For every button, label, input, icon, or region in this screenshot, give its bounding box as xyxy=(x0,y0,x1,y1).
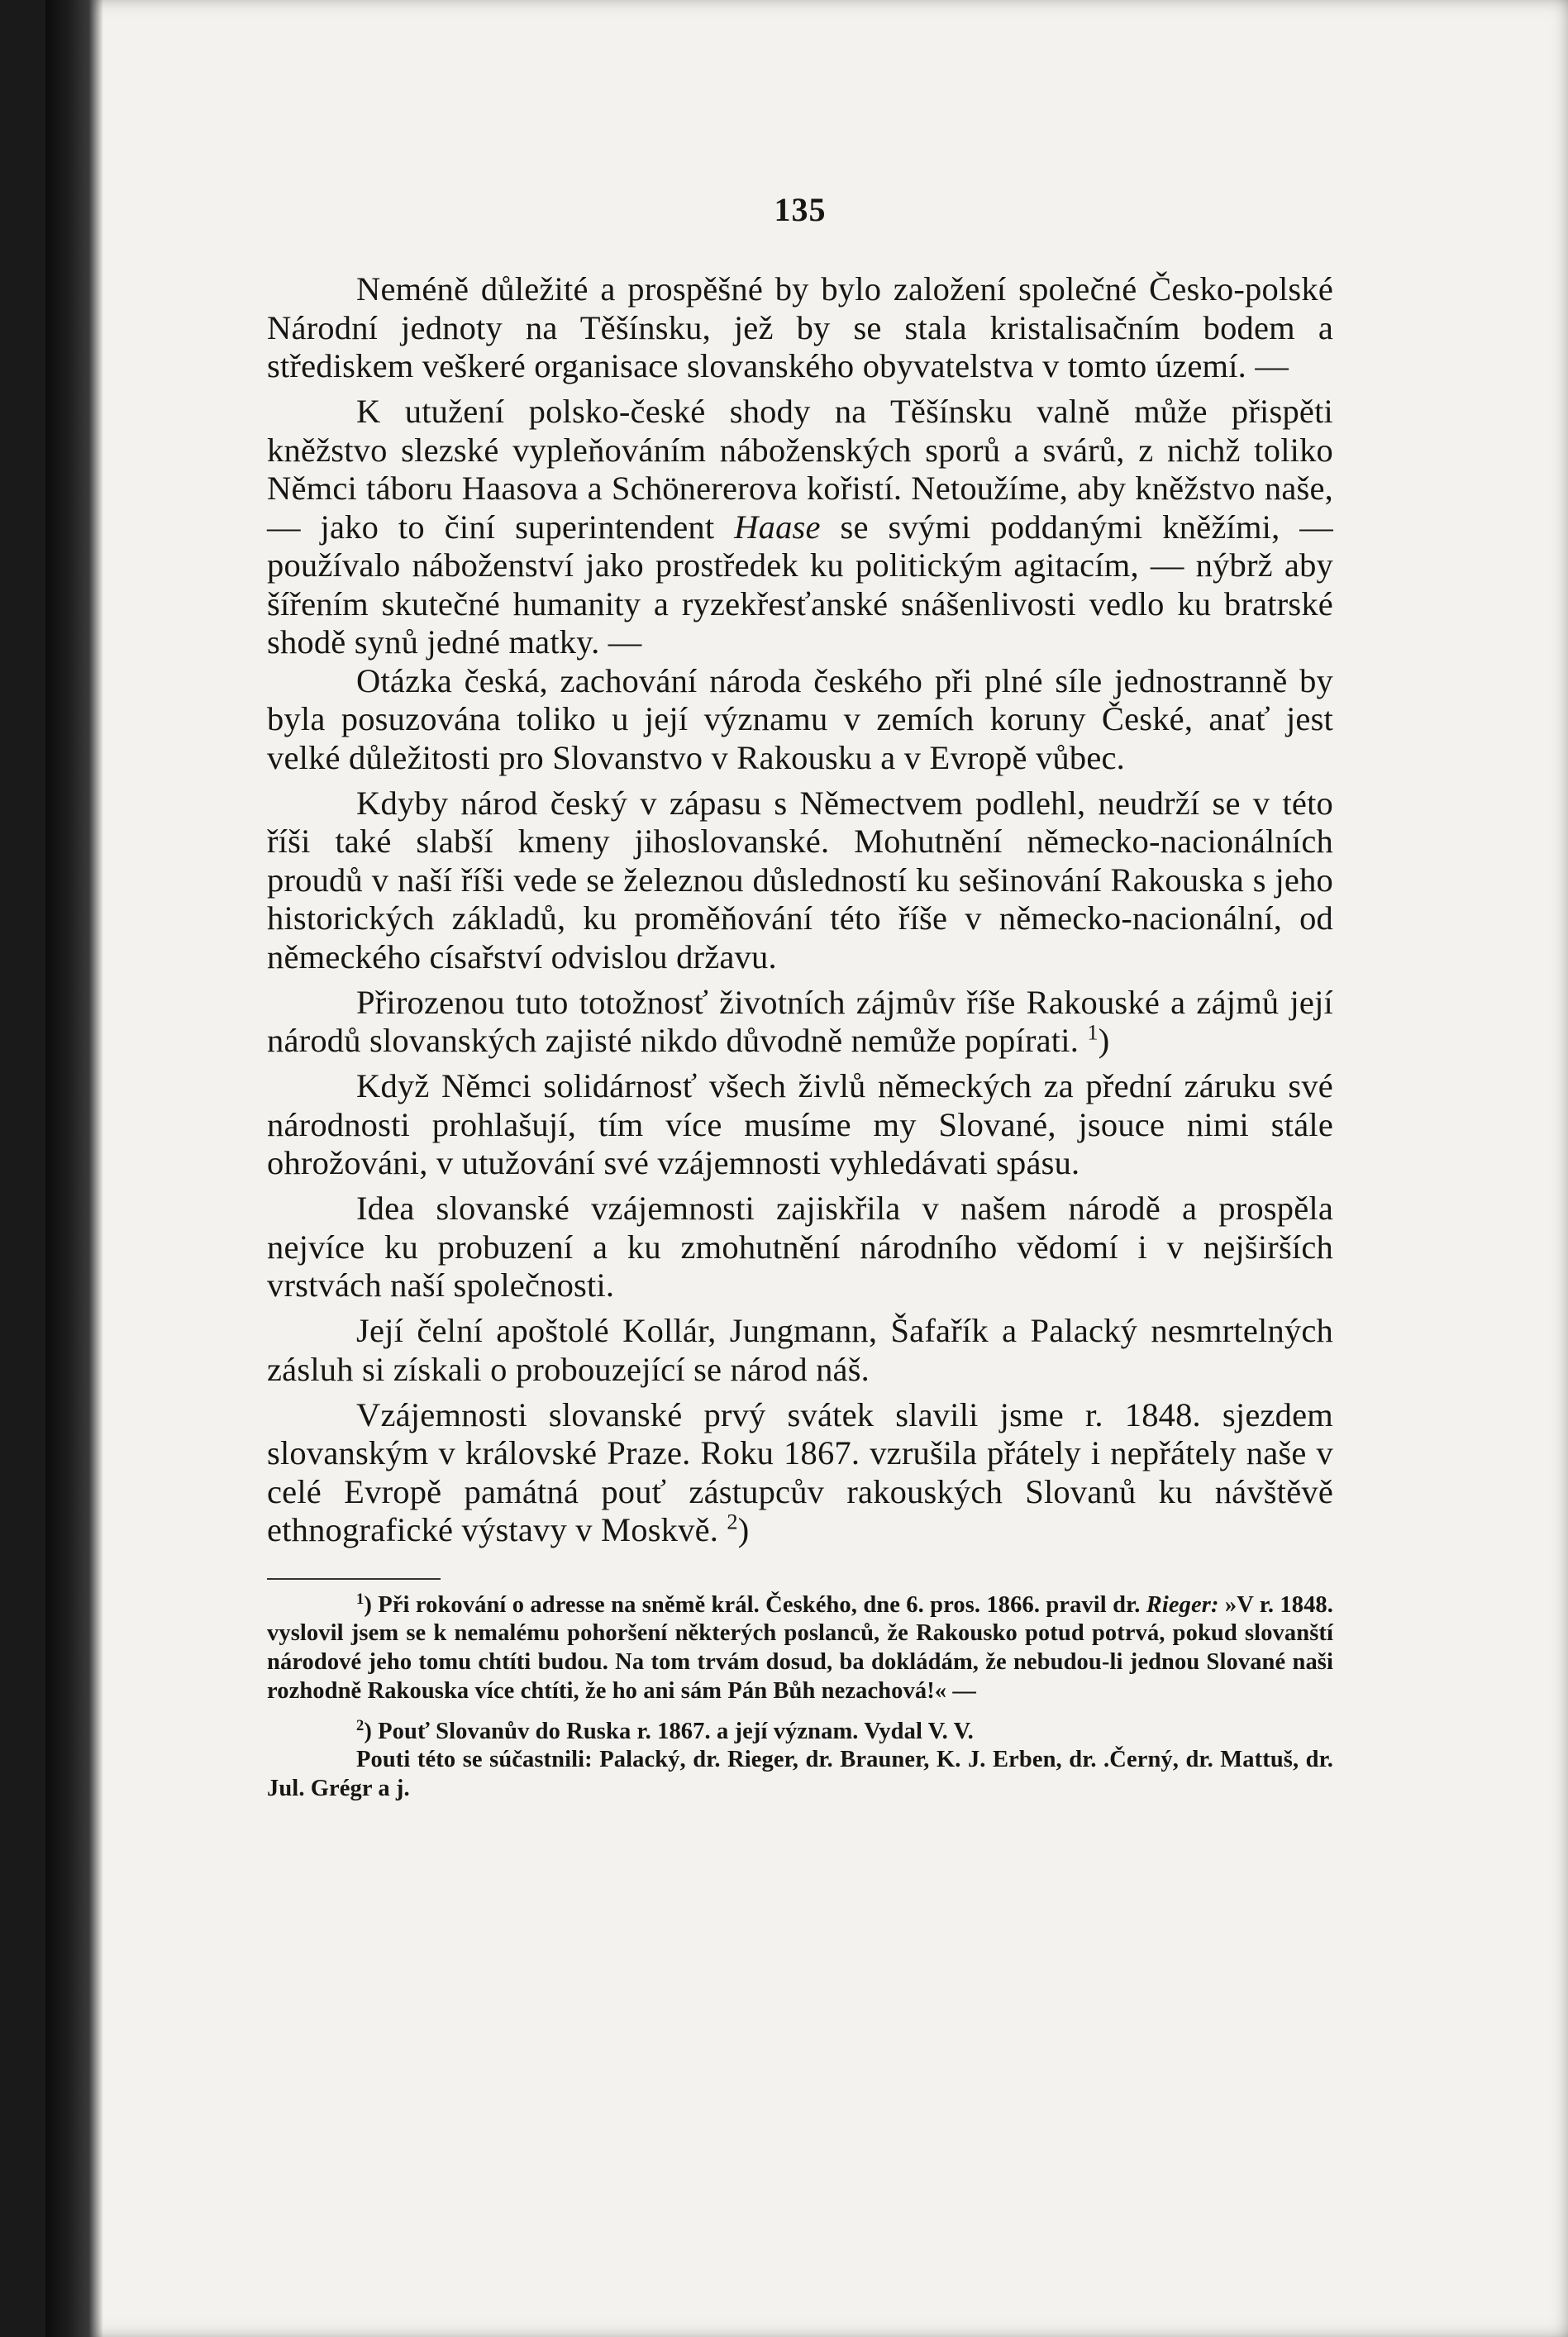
paragraph-2-name-haase: Haase xyxy=(734,508,821,546)
footnote-1-name-rieger: Rieger: xyxy=(1146,1591,1219,1618)
paragraph-5-text: Přirozenou tuto totožnosť životních zájmův říše Rakouské a zájmů její národů slovanských zajisté nikdo důvodně nemůže popírati. xyxy=(267,983,1333,1059)
footnote-2-mark: 2 xyxy=(356,1716,365,1734)
paragraph-5 xyxy=(267,984,1333,1061)
footnote-2-title: ) Pouť Slovanův do Ruska r. 1867. a její význam. Vydal V. V. xyxy=(364,1718,974,1744)
paragraph-3: Otázka česká, zachování národa českého při plné síle jednostranně by byla posuzována toliko u její významu v zemích koruny České, anať jest velké důležitosti pro Slovanstvo v Rakousku a v Evropě vůbec. xyxy=(267,661,1333,776)
paragraph-7: Idea slovanské vzájemnosti zajiskřila v našem národě a prospěla nejvíce ku probuzení a ku zmohutnění národního vědomí i v nejširších vrstvách naší společnosti. xyxy=(267,1190,1333,1304)
book-spine-shadow xyxy=(45,0,103,2337)
footnote-ref-2: 2 xyxy=(727,1510,738,1534)
footnote-2-participants: Pouti této se súčastnili: Palacký, dr. Rieger, dr. Brauner, K. J. Erben, dr. .Černý, dr. Mattuš, dr. Jul. Grégr a j. xyxy=(267,1747,1333,1802)
footnote-ref-2-paren: ) xyxy=(737,1511,750,1548)
paragraph-6: Když Němci solidárnosť všech živlů německých za přední záruku své národnosti prohlašují, tím více musíme my Slované, jsouce nimi stále ohrožováni, v utužování své vzájemnosti vyhledávati spásu. xyxy=(267,1067,1333,1181)
paragraph-1: Neméně důležité a prospěšné by bylo založení společné Česko-polské Národní jednoty na Těšínsku, jež by se stala kristalisačním bodem a střediskem veškeré organisace slovanského obyvatelstva v tomto území. — xyxy=(267,270,1333,384)
paragraph-9 xyxy=(267,1396,1333,1550)
paragraph-2 xyxy=(267,393,1333,662)
footnote-1-text-b: »V r. 1848. vyslovil jsem se k nemalému pohoršení některých poslanců, že Rakousko potud potrvá, pokud slovanští národové jeho tomu chtíti budou. Na tom trvám dosud, ba dokládám, že nebudou-li jednou Slované naši rozhodně Rakouska více chtíti, že ho ani sám Pán Bůh nezachová!« — xyxy=(267,1591,1334,1704)
page-text-block xyxy=(267,190,1333,1804)
footnote-divider xyxy=(267,1578,441,1580)
paragraph-2-text-a: K utužení polsko-české shody na Těšínsku valně může přispěti kněžstvo slezské vypleňováním náboženských sporů a svárů, z nichž toliko Němci táboru Haasova a Schönererova kořistí. Netoužíme, aby kněžstvo naše, — jako to činí superintendent xyxy=(267,393,1333,546)
footnote-ref-1: 1 xyxy=(1087,1020,1099,1045)
page-number: 135 xyxy=(774,191,827,228)
paragraph-8: Její čelní apoštolé Kollár, Jungmann, Šafařík a Palacký nesmrtelných zásluh si získali o probouzející se národ náš. xyxy=(267,1312,1333,1388)
footnote-2 xyxy=(267,1718,1333,1747)
paragraph-2-text-b: se svými poddanými kněžími, — používalo náboženství jako prostředek ku politickým agitacím, — nýbrž aby šířením skutečné humanity a ryzekřesťanské snášenlivosti vedlo ku bratrské shodě synů jedné matky. — xyxy=(267,508,1334,661)
footnote-ref-1-paren: ) xyxy=(1098,1022,1110,1059)
paragraph-4: Kdyby národ český v zápasu s Němectvem podlehl, neudrží se v této říši také slabší kmeny jihoslovanské. Mohutnění německo-nacionálních proudů v naší říši vede se železnou důsledností ku sešinování Rakouska s jeho historických základů, ku proměňování této říše v německo-nacionální, od německého císařství odvislou državu. xyxy=(267,784,1333,975)
footnote-1-mark: 1 xyxy=(356,1590,365,1608)
footnote-1 xyxy=(267,1591,1333,1706)
book-page xyxy=(45,0,1568,2337)
footnote-1-text-a: ) Při rokování o adresse na sněmě král. Českého, dne 6. pros. 1866. pravil dr. xyxy=(364,1591,1141,1618)
paragraph-9-text: Vzájemnosti slovanské prvý svátek slavili jsme r. 1848. sjezdem slovanským v královské Praze. Roku 1867. vzrušila přátely i nepřátely naše v celé Evropě památná pouť zástupcův rakouských Slovanů ku návštěvě ethnografické výstavy v Moskvě. xyxy=(267,1395,1333,1548)
